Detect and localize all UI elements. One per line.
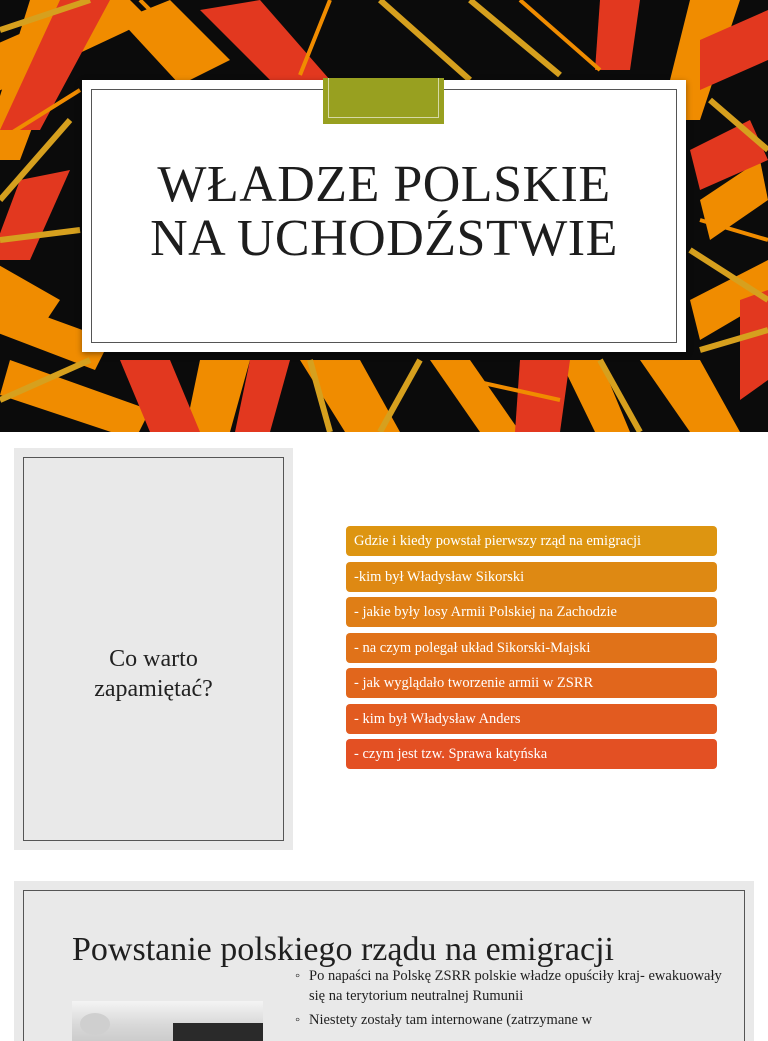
key-points-slide — [0, 433, 768, 865]
slide-title — [82, 158, 686, 266]
title-slide — [0, 0, 768, 432]
sidebar-title-line-2: zapamiętać? — [94, 676, 213, 702]
slide-title-line-1: WŁADZE POLSKIE — [157, 156, 611, 213]
historical-photo — [72, 1001, 263, 1041]
topic-list — [346, 526, 717, 775]
bullet-item: ◦ Po napaści na Polskę ZSRR polskie władze opuściły kraj- ewakuowały się na terytorium neutralnej Rumunii — [295, 966, 735, 1006]
topic-item: - czym jest tzw. Sprawa katyńska — [346, 739, 717, 769]
topic-item: -kim był Władysław Sikorski — [346, 562, 717, 592]
slide-heading: Powstanie polskiego rządu na emigracji — [72, 931, 614, 968]
sidebar-frame — [23, 457, 284, 841]
title-card — [82, 80, 686, 352]
slide-title-line-2: NA UCHODŹSTWIE — [150, 210, 618, 267]
title-accent-tab — [323, 78, 444, 124]
sidebar-title-line-1: Co warto — [109, 646, 198, 672]
topic-item: - jakie były losy Armii Polskiej na Zachodzie — [346, 597, 717, 627]
sidebar-title — [24, 644, 283, 704]
sidebar-panel — [14, 448, 293, 850]
topic-item: - kim był Władysław Anders — [346, 704, 717, 734]
topic-item: Gdzie i kiedy powstał pierwszy rząd na emigracji — [346, 526, 717, 556]
topic-item: - na czym polegał układ Sikorski-Majski — [346, 633, 717, 663]
topic-item: - jak wyglądało tworzenie armii w ZSRR — [346, 668, 717, 698]
government-formation-slide — [14, 881, 754, 1041]
bullet-item: ◦ Niestety zostały tam internowane (zatrzymane w — [295, 1010, 735, 1030]
